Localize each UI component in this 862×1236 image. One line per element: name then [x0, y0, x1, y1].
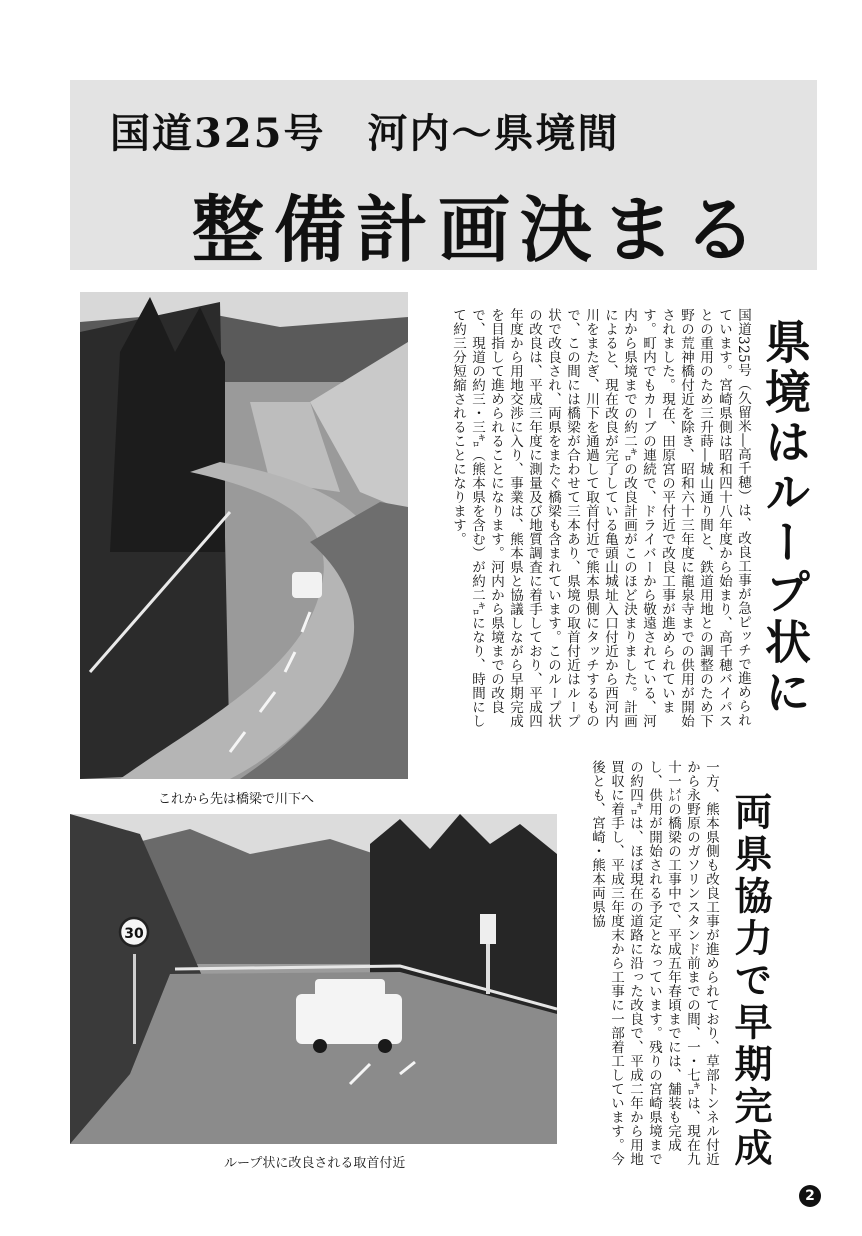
- section1-body: 国道325号（久留米―高千穂）は、改良工事が急ピッチで進められています。宮崎県側は昭和四十八年度から始まり、高千穂バイパスとの重用のため三升蒔―城山通り間と、鉄道用地との調整のため下野の荒神橋付近を除き、昭和六十三年度に龍泉寺までの供用が開始されました。現在、田原宮の平付近で改良工事が進められています。町内でもカーブの連続で、ドライバーから敬遠されている、河内から県境までの約二㌔の改良計画がこのほど決まりました。計画によると、現在改良が完了している亀頭山城址入口付近から西河内川をまたぎ、川下を通過して取首付近で熊本県側にタッチするもので、この間には橋梁が合わせて三本あり、県境の取首付近はループ状で改良され、両県をまたぐ橋梁も含まれています。このループ状の改良は、平成三年度に測量及び地質調査に着手しており、平成四年度から用地交渉に入り、事業は、熊本県と協議しながら早期完成を目指して進められることになります。河内から県境までの改良で、現道の約三・三㌔（熊本県を含む）が約二㌔になり、時間にして約三分短縮されることになります。: [450, 308, 751, 728]
- speed-limit-sign: 30: [124, 926, 144, 942]
- section2-heading: 両県協力で早期完成: [728, 792, 773, 1170]
- section1-heading: 県境はループ状に: [758, 318, 812, 718]
- section2-body: 一方、熊本県側も改良工事が進められており、草部トンネル付近から永野原のガソリンスタンド前までの間、一・七㌔は、現在九十一㍍の橋梁の工事中で、平成五年春頃までには、舗装も完成し、供用が開始される予定となっています。残りの宮崎県境までの約四㌔は、ほぼ現在の道路に沿った改良で、平成二年から用地買収に着手し、平成三年度末から工事に一部着工しています。今後とも、宮崎・熊本両県協: [589, 760, 719, 1166]
- headline-subtitle: 国道325号 河内〜県境間: [110, 110, 620, 157]
- page-number: 2: [799, 1185, 821, 1207]
- bottom-photo-caption: ループ状に改良される取首付近: [224, 1156, 406, 1171]
- top-photo-caption: これから先は橋梁で川下へ: [158, 792, 315, 807]
- headline-title: 整備計画決まる: [192, 188, 767, 272]
- headline-banner: [70, 80, 817, 270]
- photo-loop-area: [70, 814, 557, 1144]
- photo-road-curve: [80, 292, 408, 779]
